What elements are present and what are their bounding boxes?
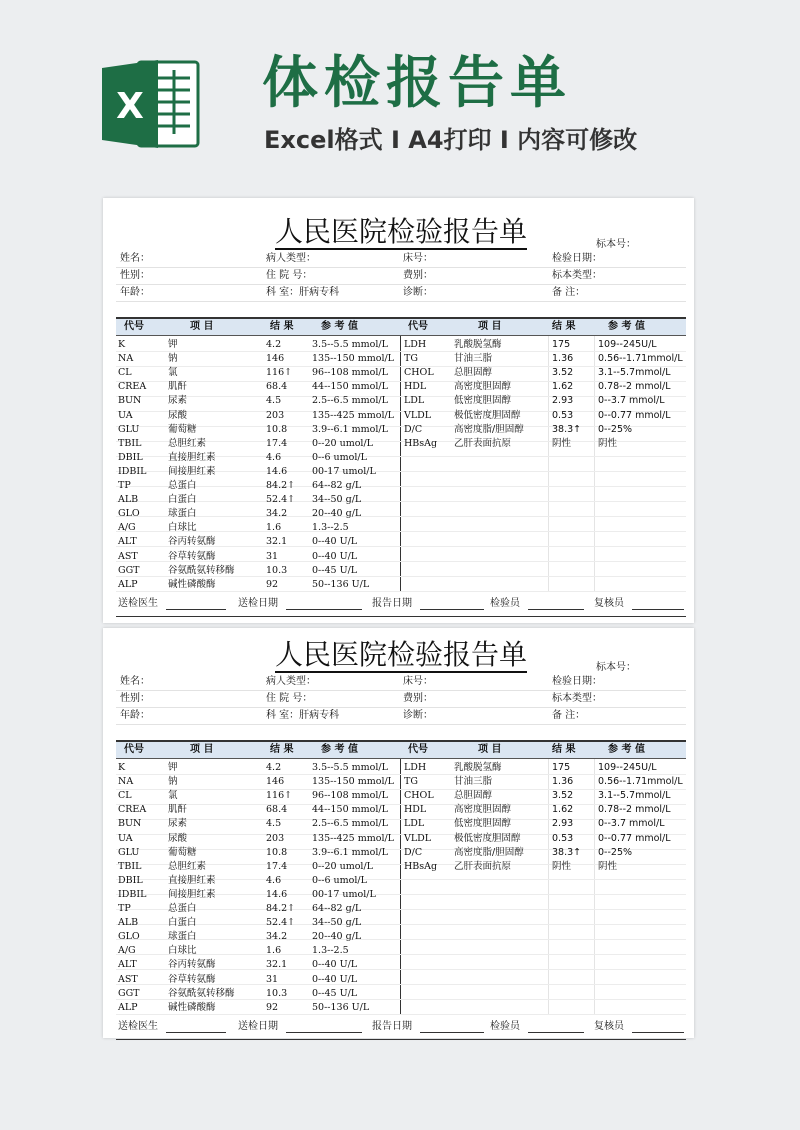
result-value: 146 [266,776,285,788]
report [116,636,686,1040]
specimen-no-label: 标本号： [596,239,636,250]
row-line [116,486,686,502]
result-ref: 64--82 g/L [312,903,362,914]
result-code: TG [404,353,418,365]
result-value: 1.6 [266,945,282,957]
report-title: 人民医院检验报告单 [274,215,527,248]
result-code: ALB [118,494,139,506]
age-label: 年龄： [120,710,150,721]
result-code: NA [118,776,134,788]
result-value: 4.5 [266,818,282,830]
result-code: D/C [404,423,423,435]
report [116,213,686,617]
result-code: LDH [404,339,427,350]
result-ref: 0--40 U/L [312,973,358,985]
result-value: 10.8 [266,846,288,858]
excel-icon [100,56,200,152]
name-label: 姓名： [120,676,150,687]
result-ref: 0--40 U/L [312,959,358,971]
specimen-no-label: 标本号： [596,662,636,673]
result-item: 谷氨酰氨转移酶 [168,564,235,576]
result-value: 175 [552,339,571,350]
result-item: 肌酐 [168,804,188,816]
remark-label: 备 注： [552,287,586,298]
result-item: 谷草转氨酶 [168,973,216,985]
result-code: GGT [118,564,140,576]
result-ref: 00-17 umol/L [312,465,376,477]
result-code: K [118,339,126,350]
col-result: 结 果 [270,744,294,755]
result-value: 203 [266,409,285,421]
result-item: 间接胆红素 [168,465,216,477]
result-code: ALP [118,1001,138,1013]
result-ref: 0.56--1.71mmol/L [598,776,683,788]
report-title-row [116,213,686,251]
result-ref: 50--136 U/L [312,1001,370,1013]
result-item: 高密度脂/胆固醇 [454,423,524,435]
result-code: LDL [404,818,425,830]
result-value: 31 [266,973,279,985]
result-ref: 44--150 mmol/L [312,381,388,393]
age-label: 年龄： [120,287,150,298]
result-value: 1.6 [266,522,282,534]
result-item: 钠 [168,776,178,788]
result-code: NA [118,353,134,365]
result-code: GLO [118,508,140,520]
result-value: 68.4 [266,381,288,393]
result-ref: 96--108 mmol/L [312,367,388,379]
result-ref: 阴性 [598,437,618,449]
result-ref: 109--245U/L [598,762,657,773]
signature-row [116,1015,686,1040]
result-code: VLDL [404,832,432,844]
result-value: 4.2 [266,339,282,350]
result-item: 尿酸 [168,832,188,844]
cost-label: 费别： [403,693,433,704]
result-code: LDL [404,395,425,407]
result-ref: 3.5--5.5 mmol/L [312,762,388,773]
result-code: HBsAg [404,437,438,449]
result-item: 谷丙转氨酶 [168,959,216,971]
banner [0,0,800,200]
result-value: 116↑ [266,367,293,379]
report-title: 人民医院检验报告单 [274,638,527,671]
result-item: 肌酐 [168,381,188,393]
patient-info [116,251,686,317]
row-line [116,516,686,532]
report-sheet-2 [103,628,694,1038]
result-ref: 135--425 mmol/L [312,409,394,421]
result-ref: 3.1--5.7mmol/L [598,367,671,379]
col-ref: 参 考 值 [608,321,645,332]
result-code: K [118,762,126,773]
result-ref: 0.78--2 mmol/L [598,804,671,816]
result-code: CREA [118,804,147,816]
diagnosis-label: 诊断： [403,710,433,721]
result-item: 乙肝表面抗原 [454,860,512,872]
tester-label: 检验员 [490,1021,520,1032]
col-result: 结 果 [552,744,576,755]
remark-label: 备 注： [552,710,586,721]
result-value: 92 [266,1001,279,1013]
bed-label: 床号： [403,676,433,687]
result-code: ALB [118,917,139,929]
result-item: 白蛋白 [168,917,197,929]
result-ref: 0--25% [598,846,633,858]
dept-label: 科 室：肝病专科 [266,287,340,298]
result-code: ALP [118,578,138,590]
result-value: 阴性 [552,437,572,449]
result-item: 低密度胆固醇 [454,818,512,830]
result-code: GLU [118,846,140,858]
result-ref: 0--6 umol/L [312,451,367,463]
result-value: 52.4↑ [266,494,296,506]
row-line [116,909,686,925]
result-value: 4.2 [266,762,282,773]
result-code: UA [118,832,133,844]
result-code: TP [118,480,131,491]
col-item: 项 目 [478,321,502,332]
result-value: 31 [266,550,279,562]
report-title-row [116,636,686,674]
result-value: 34.2 [266,931,288,943]
result-code: GLO [118,931,140,943]
result-ref: 0.78--2 mmol/L [598,381,671,393]
result-ref: 20--40 g/L [312,931,362,943]
result-item: 总蛋白 [168,480,197,491]
result-code: UA [118,409,133,421]
gender-label: 性别： [120,270,150,281]
row-line [116,501,686,517]
result-value: 10.8 [266,423,288,435]
result-item: 低密度胆固醇 [454,395,512,407]
result-code: A/G [118,945,136,957]
result-item: 钾 [168,762,178,773]
result-ref: 0--20 umol/L [312,437,373,449]
result-ref: 3.5--5.5 mmol/L [312,339,388,350]
result-item: 极低密度胆固醇 [454,409,521,421]
col-ref: 参 考 值 [321,744,358,755]
result-ref: 阴性 [598,860,618,872]
result-value: 阴性 [552,860,572,872]
result-item: 球蛋白 [168,931,197,943]
result-value: 0.53 [552,409,574,421]
result-value: 0.53 [552,832,574,844]
result-value: 203 [266,832,285,844]
result-code: HDL [404,804,427,816]
result-ref: 135--150 mmol/L [312,353,394,365]
test-date-label: 检验日期： [552,676,602,687]
result-value: 10.3 [266,564,288,576]
result-value: 2.93 [552,818,574,830]
result-item: 高密度胆固醇 [454,804,512,816]
col-ref: 参 考 值 [321,321,358,332]
result-ref: 1.3--2.5 [312,522,349,534]
diagnosis-label: 诊断： [403,287,433,298]
result-item: 葡萄糖 [168,423,197,435]
specimen-type-label: 标本类型： [552,270,602,281]
col-code: 代号 [124,321,144,332]
result-item: 尿素 [168,818,188,830]
result-item: 总蛋白 [168,903,197,914]
dept-label: 科 室：肝病专科 [266,710,340,721]
result-code: CL [118,790,132,802]
doctor-label: 送检医生 [118,598,158,609]
result-item: 乙肝表面抗原 [454,437,512,449]
result-ref: 64--82 g/L [312,480,362,491]
result-value: 2.93 [552,395,574,407]
reviewer-label: 复核员 [594,598,624,609]
row-line [116,939,686,955]
result-ref: 0--25% [598,423,633,435]
result-item: 高密度胆固醇 [454,381,512,393]
result-item: 氯 [168,367,178,379]
result-value: 1.36 [552,353,574,365]
result-ref: 3.9--6.1 mmol/L [312,846,388,858]
result-value: 116↑ [266,790,293,802]
tester-label: 检验员 [490,598,520,609]
report-date-label: 报告日期 [372,598,412,609]
result-code: GLU [118,423,140,435]
result-item: 极低密度胆固醇 [454,832,521,844]
banner-subtitle: Excel格式 I A4打印 I 内容可修改 [264,126,638,154]
col-ref: 参 考 值 [608,744,645,755]
result-code: CHOL [404,790,434,802]
result-ref: 0--40 U/L [312,536,358,548]
result-ref: 0--45 U/L [312,564,358,576]
result-code: LDH [404,762,427,773]
result-item: 总胆红素 [168,437,207,449]
result-ref: 2.5--6.5 mmol/L [312,395,388,407]
result-value: 17.4 [266,860,288,872]
result-code: CHOL [404,367,434,379]
result-value: 10.3 [266,987,288,999]
patient-type-label: 病人类型： [266,253,316,264]
result-ref: 44--150 mmol/L [312,804,388,816]
result-item: 碱性磷酸酶 [168,1001,216,1013]
result-code: CREA [118,381,147,393]
result-code: HBsAg [404,860,438,872]
result-ref: 2.5--6.5 mmol/L [312,818,388,830]
col-item: 项 目 [190,744,214,755]
result-code: ALT [118,959,137,971]
bed-label: 床号： [403,253,433,264]
result-ref: 0--45 U/L [312,987,358,999]
result-ref: 0--40 U/L [312,550,358,562]
result-code: BUN [118,818,142,830]
result-ref: 0.56--1.71mmol/L [598,353,683,365]
inpatient-no-label: 住 院 号： [266,270,313,281]
table-header [116,740,686,759]
col-code: 代号 [124,744,144,755]
result-ref: 34--50 g/L [312,494,362,506]
result-code: VLDL [404,409,432,421]
result-ref: 0--0.77 mmol/L [598,409,671,421]
result-ref: 0--20 umol/L [312,860,373,872]
result-item: 高密度脂/胆固醇 [454,846,524,858]
result-value: 4.5 [266,395,282,407]
col-code: 代号 [408,744,428,755]
patient-info [116,674,686,740]
result-item: 葡萄糖 [168,846,197,858]
result-code: BUN [118,395,142,407]
result-ref: 135--425 mmol/L [312,832,394,844]
result-ref: 109--245U/L [598,339,657,350]
col-item: 项 目 [478,744,502,755]
result-ref: 1.3--2.5 [312,945,349,957]
result-value: 4.6 [266,874,282,886]
result-ref: 00-17 umol/L [312,888,376,900]
result-code: CL [118,367,132,379]
result-item: 甘油三脂 [454,776,493,788]
result-value: 84.2↑ [266,903,296,914]
signature-row [116,592,686,617]
result-value: 1.62 [552,381,574,393]
result-item: 甘油三脂 [454,353,493,365]
result-code: TG [404,776,418,788]
result-value: 68.4 [266,804,288,816]
result-code: GGT [118,987,140,999]
result-ref: 3.1--5.7mmol/L [598,790,671,802]
result-ref: 50--136 U/L [312,578,370,590]
result-ref: 3.9--6.1 mmol/L [312,423,388,435]
result-value: 1.36 [552,776,574,788]
result-value: 17.4 [266,437,288,449]
result-value: 32.1 [266,536,288,548]
result-code: DBIL [118,451,143,463]
row-line [116,924,686,940]
inpatient-no-label: 住 院 号： [266,693,313,704]
result-item: 谷草转氨酶 [168,550,216,562]
result-item: 白球比 [168,945,197,957]
name-label: 姓名： [120,253,150,264]
result-code: IDBIL [118,465,147,477]
result-ref: 20--40 g/L [312,508,362,520]
send-date-label: 送检日期 [238,598,278,609]
result-value: 52.4↑ [266,917,296,929]
result-ref: 34--50 g/L [312,917,362,929]
result-ref: 96--108 mmol/L [312,790,388,802]
col-code: 代号 [408,321,428,332]
result-value: 4.6 [266,451,282,463]
result-item: 钾 [168,339,178,350]
result-value: 14.6 [266,465,288,477]
result-value: 14.6 [266,888,288,900]
result-code: TBIL [118,437,142,449]
result-item: 谷氨酰氨转移酶 [168,987,235,999]
result-item: 氯 [168,790,178,802]
result-ref: 135--150 mmol/L [312,776,394,788]
test-date-label: 检验日期： [552,253,602,264]
result-value: 38.3↑ [552,846,582,858]
result-ref: 0--3.7 mmol/L [598,818,665,830]
result-code: DBIL [118,874,143,886]
result-code: D/C [404,846,423,858]
results-table [116,336,686,592]
result-item: 总胆固醇 [454,790,493,802]
excel-icon-letter: X [116,86,144,127]
result-ref: 0--6 umol/L [312,874,367,886]
result-value: 32.1 [266,959,288,971]
result-value: 1.62 [552,804,574,816]
table-header [116,317,686,336]
result-value: 92 [266,578,279,590]
result-code: AST [118,973,138,985]
result-code: IDBIL [118,888,147,900]
result-value: 38.3↑ [552,423,582,435]
gender-label: 性别： [120,693,150,704]
result-code: TBIL [118,860,142,872]
result-item: 间接胆红素 [168,888,216,900]
reviewer-label: 复核员 [594,1021,624,1032]
result-item: 白蛋白 [168,494,197,506]
result-ref: 0--3.7 mmol/L [598,395,665,407]
col-item: 项 目 [190,321,214,332]
result-item: 乳酸脱氢酶 [454,762,502,773]
banner-title: 体检报告单 [262,51,572,116]
result-item: 尿酸 [168,409,188,421]
result-value: 146 [266,353,285,365]
report-sheet-1 [103,198,694,623]
specimen-type-label: 标本类型： [552,693,602,704]
result-value: 175 [552,762,571,773]
result-item: 尿素 [168,395,188,407]
result-item: 直接胆红素 [168,874,216,886]
result-item: 总胆固醇 [454,367,493,379]
patient-type-label: 病人类型： [266,676,316,687]
result-item: 总胆红素 [168,860,207,872]
result-code: A/G [118,522,136,534]
result-item: 白球比 [168,522,197,534]
cost-label: 费别： [403,270,433,281]
result-value: 3.52 [552,790,574,802]
result-item: 球蛋白 [168,508,197,520]
result-item: 钠 [168,353,178,365]
result-item: 碱性磷酸酶 [168,578,216,590]
result-value: 34.2 [266,508,288,520]
result-item: 乳酸脱氢酶 [454,339,502,350]
result-item: 谷丙转氨酶 [168,536,216,548]
result-code: TP [118,903,131,914]
result-code: AST [118,550,138,562]
col-result: 结 果 [270,321,294,332]
result-item: 直接胆红素 [168,451,216,463]
doctor-label: 送检医生 [118,1021,158,1032]
col-result: 结 果 [552,321,576,332]
result-value: 84.2↑ [266,480,296,491]
report-date-label: 报告日期 [372,1021,412,1032]
result-ref: 0--0.77 mmol/L [598,832,671,844]
result-code: HDL [404,381,427,393]
result-value: 3.52 [552,367,574,379]
send-date-label: 送检日期 [238,1021,278,1032]
results-table [116,759,686,1015]
result-code: ALT [118,536,137,548]
